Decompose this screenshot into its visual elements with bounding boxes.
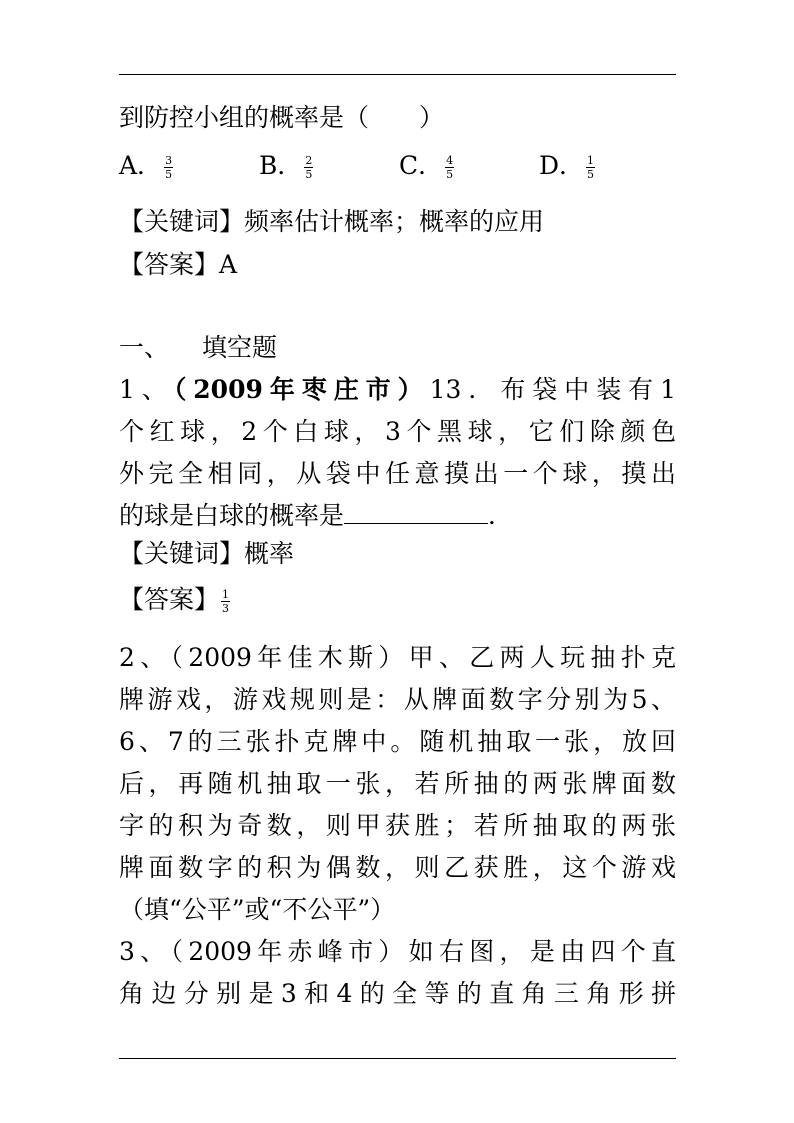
q1-line-3: 外完全相同，从袋中任意摸出一个球，摸出 xyxy=(119,459,676,488)
option-b: B． $\frac{2}{5}$ xyxy=(259,151,313,181)
option-d: D． $\frac{1}{5}$ xyxy=(539,151,595,181)
q1-source: （2009年枣庄市） xyxy=(173,375,430,404)
footer-rule xyxy=(119,1058,676,1059)
section-number: 一、 xyxy=(119,333,170,362)
option-a: A． $\frac{3}{5}$ xyxy=(119,151,173,181)
q2-line-7: （填“公平”或“不公平”） xyxy=(119,895,396,924)
section-heading xyxy=(119,330,277,366)
fraction: $\frac{2}{5}$ xyxy=(305,154,313,181)
answer-blank xyxy=(344,499,488,524)
fraction: $\frac{1}{5}$ xyxy=(587,154,595,181)
q2-line-1: 2、（2009年佳木斯）甲、乙两人玩抽扑克 xyxy=(119,643,676,672)
section-title: 填空题 xyxy=(202,333,278,362)
q2-line-5: 字的积为奇数，则甲获胜；若所抽取的两张 xyxy=(119,811,676,840)
q2-line-6: 牌面数字的积为偶数，则乙获胜，这个游戏 xyxy=(119,853,676,882)
header-rule xyxy=(119,74,676,75)
prev-question-options xyxy=(119,148,597,184)
fraction: $\frac{4}{5}$ xyxy=(446,154,454,181)
option-c: C． $\frac{4}{5}$ xyxy=(399,151,454,181)
q1-keywords: 【关键词】概率 xyxy=(119,539,295,568)
fraction: $\frac{3}{5}$ xyxy=(165,154,173,181)
q1-line-4: 的球是白球的概率是 ． xyxy=(119,501,514,530)
prev-question-answer: 【答案】A xyxy=(119,250,238,279)
fraction: $\frac{1}{3}$ xyxy=(222,588,230,615)
prev-question-stem: 到防控小组的概率是（ ） xyxy=(119,103,445,132)
q1-line-1: 1、（2009年枣庄市）13．布袋中装有1 xyxy=(119,375,677,404)
q1-answer: 【答案】 $\frac{1}{3}$ xyxy=(119,585,230,615)
prev-question-keywords: 【关键词】频率估计概率；概率的应用 xyxy=(119,207,545,236)
q2-line-2: 牌游戏，游戏规则是：从牌面数字分别为5、 xyxy=(119,685,676,714)
q3-line-1: 3、（2009年赤峰市）如右图，是由四个直 xyxy=(119,937,676,966)
q3-line-2: 角边分别是3和4的全等的直角三角形拼 xyxy=(119,979,676,1008)
q2-line-4: 后，再随机抽取一张，若所抽的两张牌面数 xyxy=(119,769,676,798)
q2-line-3: 6、7的三张扑克牌中。随机抽取一张，放回 xyxy=(119,727,676,756)
q1-line-2: 个红球，2个白球，3个黑球，它们除颜色 xyxy=(119,417,676,446)
